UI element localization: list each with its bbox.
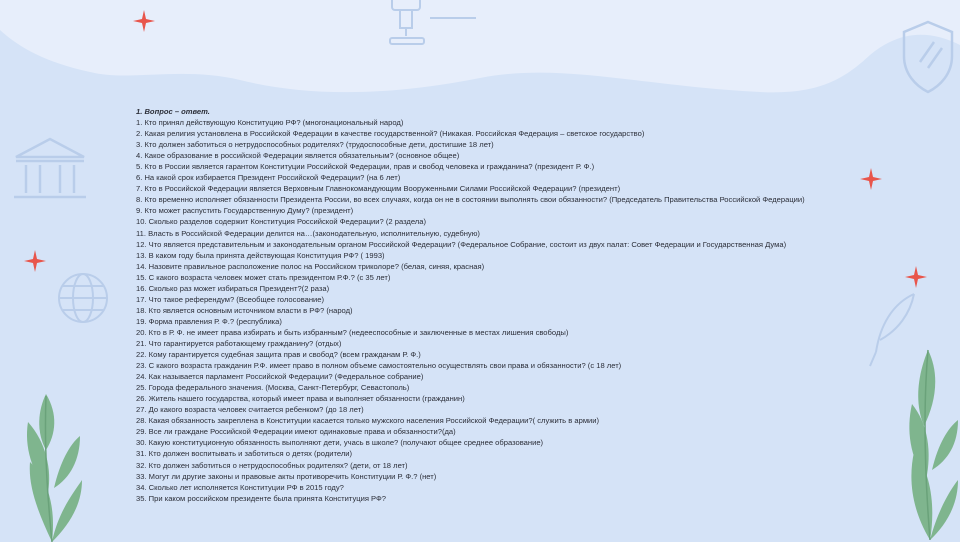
list-item: 5. Кто в России является гарантом Конституции Российской Федерации, прав и свобод человека и гражданина? (президент Р. Ф.) — [136, 162, 595, 172]
list-item: 13. В каком году была принята действующая Конституция РФ? ( 1993) — [136, 250, 385, 260]
list-item: 15. С какого возраста человек может стать президентом Р.Ф.? (с 35 лет) — [136, 272, 391, 282]
list-item: 19. Форма правления Р. Ф.? (республика) — [136, 316, 282, 326]
list-item: 17. Что такое референдум? (Всеобщее голосование) — [136, 294, 325, 304]
list-item: 8. Кто временно исполняет обязанности Президента России, во всех случаях, когда он не в состоянии выполнять свои обязанности? (Председатель Правительства Российской Федерации) — [136, 195, 805, 205]
list-item: 2. Какая религия установлена в Российской Федерации в качестве государственной? (Никакая. Российская Федерация – светское государство) — [136, 129, 645, 139]
globe-icon — [53, 268, 113, 328]
sparkle-icon — [133, 10, 155, 32]
list-item: 24. Как называется парламент Российской Федерации? (Федеральное собрание) — [136, 372, 424, 382]
leaf-icon — [900, 340, 960, 540]
sparkle-icon — [905, 266, 927, 288]
leaf-icon — [18, 392, 88, 542]
list-item: 7. Кто в Российской Федерации является Верховным Главнокомандующим Вооруженными Силами Российской Федерации? (президент) — [136, 184, 621, 194]
list-item: 32. Кто должен заботиться о нетрудоспособных родителях? (дети, от 18 лет) — [136, 460, 408, 470]
list-item: 21. Что гарантируется работающему гражданину? (отдых) — [136, 338, 342, 348]
list-item: 27. До какого возраста человек считается ребенком? (до 18 лет) — [136, 405, 364, 415]
shield-icon — [898, 18, 958, 98]
sparkle-icon — [860, 168, 882, 190]
list-item: 14. Назовите правильное расположение полос на Российском триколоре? (белая, синяя, красная) — [136, 261, 485, 271]
list-item: 31. Кто должен воспитывать и заботиться о детях (родители) — [136, 449, 353, 459]
list-item: 33. Могут ли другие законы и правовые акты противоречить Конституции Р. Ф.? (нет) — [136, 471, 437, 481]
sparkle-icon — [24, 250, 46, 272]
list-item: 11. Власть в Российской Федерации делится на…(законодательную, исполнительную, судебную) — [136, 228, 480, 238]
gavel-icon — [380, 0, 490, 50]
list-item: 30. Какую конституционную обязанность выполняют дети, учась в школе? (получают общее среднее образование) — [136, 438, 544, 448]
list-item: 16. Сколько раз может избираться Президент?(2 раза) — [136, 283, 330, 293]
list-item: 22. Кому гарантируется судебная защита прав и свобод? (всем гражданам Р. Ф.) — [136, 350, 421, 360]
list-item: 34. Сколько лет исполняется Конституции РФ в 2015 году? — [136, 482, 344, 492]
list-item: 35. При каком российском президенте была принята Конституция РФ? — [136, 493, 387, 503]
list-item: 25. Города федерального значения. (Москва, Санкт-Петербург, Севастополь) — [136, 383, 410, 393]
list-item: 9. Кто может распустить Государственную Думу? (президент) — [136, 206, 354, 216]
list-item: 23. С какого возраста гражданин Р.Ф. имеет право в полном объеме самостоятельно осуществлять свои права и обязанности? (с 18 лет) — [136, 361, 622, 371]
list-item: 18. Кто является основным источником власти в РФ? (народ) — [136, 305, 353, 315]
courthouse-icon — [10, 135, 90, 205]
list-item: 28. Какая обязанность закреплена в Конституции касается только мужского населения Российской Федерации?( служить в армии) — [136, 416, 600, 426]
list-item: 3. Кто должен заботиться о нетрудоспособных родителях? (трудоспособные дети, достигшие 18 лет) — [136, 140, 494, 150]
list-item: 29. Все ли граждане Российской Федерации имеют одинаковые права и обязанности?(да) — [136, 427, 456, 437]
list-item: 12. Что является представительным и законодательным органом Российской Федерации? (Федеральное Собрание, состоит из двух палат: Совет Федерации и Государственная Дума) — [136, 239, 787, 249]
section-title: 1. Вопрос – ответ. — [136, 107, 210, 116]
list-item: 6. На какой срок избирается Президент Российской Федерации? (на 6 лет) — [136, 173, 401, 183]
list-item: 10. Сколько разделов содержит Конституция Российской Федерации? (2 раздела) — [136, 217, 426, 227]
list-item: 4. Какое образование в российской Федерации является обязательным? (основное общее) — [136, 151, 460, 161]
qa-list — [136, 106, 836, 504]
list-item: 26. Житель нашего государства, который имеет права и выполняет обязанности (гражданин) — [136, 394, 465, 404]
list-item: 1. Кто принял действующую Конституцию РФ? (многонациональный народ) — [136, 118, 404, 128]
list-item: 20. Кто в Р. Ф. не имеет права избирать и быть избранным? (недееспособные и заключенные в местах лишения свободы) — [136, 327, 569, 337]
